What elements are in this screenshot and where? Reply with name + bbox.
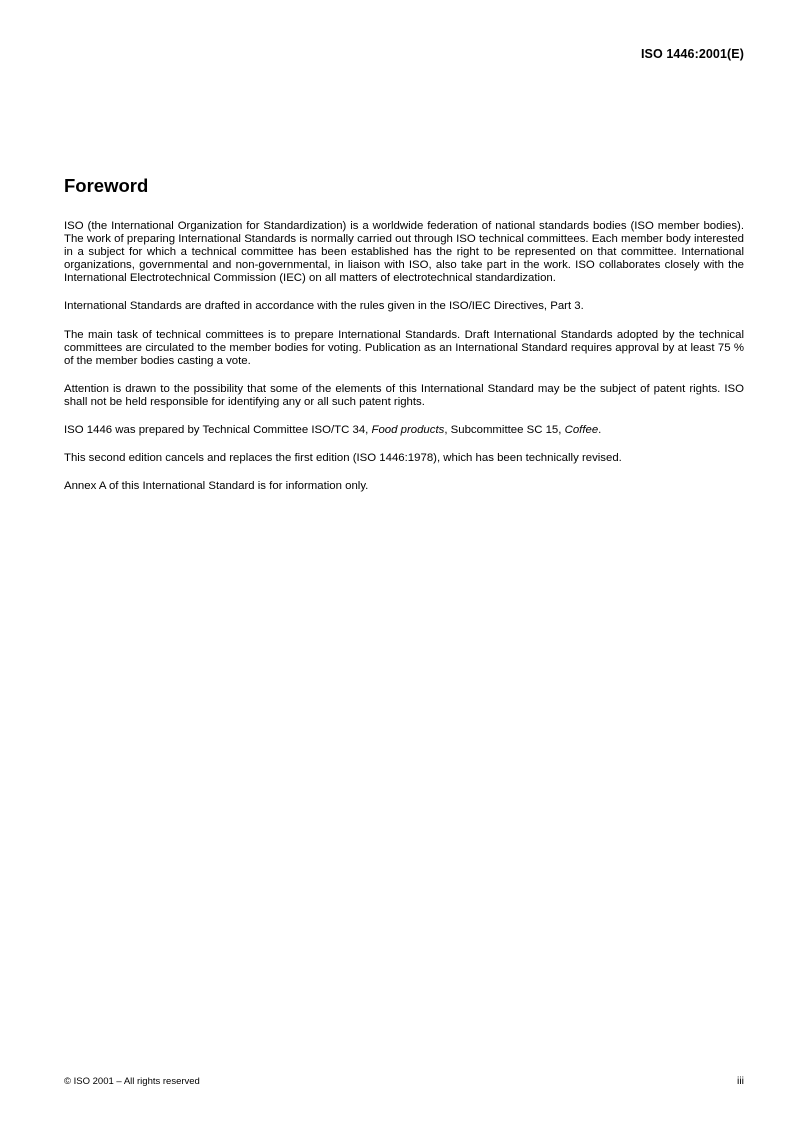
paragraph-edition: This second edition cancels and replaces the first edition (ISO 1446:1978), which has been technically revised. [64,452,622,465]
document-id-header: ISO 1446:2001(E) [640,47,744,61]
prepared-by-middle: , Subcommittee SC 15, [444,424,565,437]
paragraph-prepared-by [64,424,744,437]
page-number: iii [737,1075,744,1087]
copyright-notice: © ISO 2001 – All rights reserved [64,1076,200,1087]
paragraph-technical-committees: The main task of technical committees is to prepare International Standards. Draft International Standards adopted by the technical committees are circulated to the member bodies for voting. Publication as an International Standard requires approval by at least 75 % of the member bodies casting a vote. [64,328,744,367]
page-title: Foreword [64,175,149,196]
paragraph-directives: International Standards are drafted in accordance with the rules given in the ISO/IEC Directives, Part 3. [64,300,584,313]
paragraph-iso-federation: ISO (the International Organization for Standardization) is a worldwide federation of national standards bodies (ISO member bodies). The work of preparing International Standards is normally carried out through ISO technical committees. Each member body interested in a subject for which a technical committee has been established has the right to be represented on that committee. International organizations, governmental and non-governmental, in liaison with ISO, also take part in the work. ISO collaborates closely with the International Electrotechnical Commission (IEC) on all matters of electrotechnical standardization. [64,220,744,285]
prepared-by-prefix: ISO 1446 was prepared by Technical Committee ISO/TC 34, [64,424,372,437]
paragraph-patent-rights: Attention is drawn to the possibility that some of the elements of this International Standard may be the subject of patent rights. ISO shall not be held responsible for identifying any or all such patent rights. [64,382,744,408]
subcommittee-name: Coffee [564,424,599,437]
prepared-by-suffix: . [598,424,602,437]
committee-name: Food products [371,424,445,437]
paragraph-annex: Annex A of this International Standard is for information only. [64,480,369,493]
foreword-body [64,220,744,508]
